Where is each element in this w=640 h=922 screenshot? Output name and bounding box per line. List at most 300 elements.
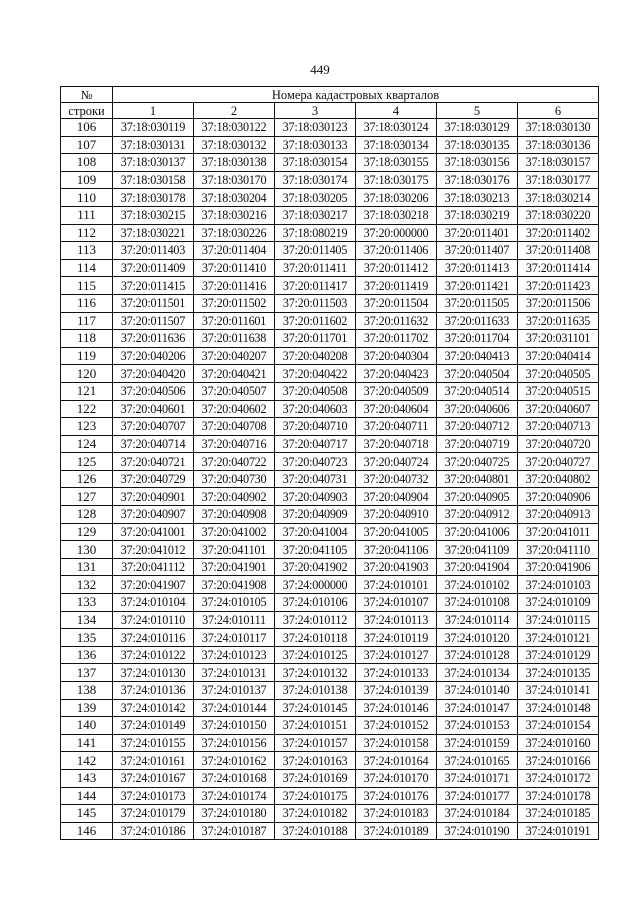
table-row <box>61 646 599 664</box>
cadastral-number-cell: 37:20:011638 <box>194 330 275 348</box>
cadastral-number-cell: 37:20:011417 <box>275 277 356 295</box>
table-row <box>61 611 599 629</box>
table-row <box>61 594 599 612</box>
cadastral-number-cell: 37:24:010106 <box>275 594 356 612</box>
cadastral-number-cell: 37:20:040801 <box>437 470 518 488</box>
table-row <box>61 488 599 506</box>
table-row <box>61 453 599 471</box>
row-number-cell: 144 <box>61 787 113 805</box>
cadastral-number-cell: 37:24:010183 <box>356 805 437 823</box>
table-row <box>61 382 599 400</box>
cadastral-number-cell: 37:24:010148 <box>518 699 599 717</box>
cadastral-number-cell: 37:24:010118 <box>275 629 356 647</box>
cadastral-number-cell: 37:18:030132 <box>194 136 275 154</box>
cadastral-number-cell: 37:20:040716 <box>194 435 275 453</box>
cadastral-number-cell: 37:20:040717 <box>275 435 356 453</box>
cadastral-number-cell: 37:20:031101 <box>518 330 599 348</box>
cadastral-number-cell: 37:24:010187 <box>194 822 275 840</box>
cadastral-number-cell: 37:20:041903 <box>356 558 437 576</box>
cadastral-number-cell: 37:20:041904 <box>437 558 518 576</box>
table-row <box>61 664 599 682</box>
cadastral-number-cell: 37:18:030170 <box>194 171 275 189</box>
table-row <box>61 787 599 805</box>
cadastral-number-cell: 37:20:011416 <box>194 277 275 295</box>
cadastral-number-cell: 37:24:010114 <box>437 611 518 629</box>
row-number-cell: 113 <box>61 242 113 260</box>
cadastral-number-cell: 37:20:041011 <box>518 523 599 541</box>
table-row <box>61 470 599 488</box>
cadastral-number-cell: 37:18:030131 <box>113 136 194 154</box>
cadastral-number-cell: 37:24:010166 <box>518 752 599 770</box>
cadastral-number-cell: 37:18:030175 <box>356 171 437 189</box>
cadastral-number-cell: 37:24:010159 <box>437 734 518 752</box>
table-row <box>61 119 599 137</box>
cadastral-number-cell: 37:24:010155 <box>113 734 194 752</box>
cadastral-table-body <box>61 87 599 840</box>
cadastral-number-cell: 37:20:040731 <box>275 470 356 488</box>
cadastral-number-cell: 37:24:010103 <box>518 576 599 594</box>
cadastral-number-cell: 37:24:010156 <box>194 734 275 752</box>
column-number-header: 5 <box>437 103 518 119</box>
cadastral-number-cell: 37:20:040912 <box>437 506 518 524</box>
cadastral-number-cell: 37:24:010182 <box>275 805 356 823</box>
cadastral-number-cell: 37:18:030124 <box>356 119 437 137</box>
cadastral-number-cell: 37:20:040506 <box>113 382 194 400</box>
row-number-cell: 115 <box>61 277 113 295</box>
table-row <box>61 330 599 348</box>
row-number-cell: 130 <box>61 541 113 559</box>
cadastral-number-cell: 37:20:011421 <box>437 277 518 295</box>
cadastral-number-cell: 37:20:041002 <box>194 523 275 541</box>
table-row <box>61 365 599 383</box>
cadastral-number-cell: 37:20:011409 <box>113 259 194 277</box>
cadastral-number-cell: 37:20:011704 <box>437 330 518 348</box>
cadastral-number-cell: 37:24:010138 <box>275 682 356 700</box>
cadastral-number-cell: 37:24:010165 <box>437 752 518 770</box>
cadastral-number-cell: 37:18:030133 <box>275 136 356 154</box>
table-row <box>61 206 599 224</box>
cadastral-number-cell: 37:24:010184 <box>437 805 518 823</box>
cadastral-number-cell: 37:24:010146 <box>356 699 437 717</box>
cadastral-number-cell: 37:24:010111 <box>194 611 275 629</box>
cadastral-number-cell: 37:20:040603 <box>275 400 356 418</box>
cadastral-number-cell: 37:20:040904 <box>356 488 437 506</box>
cadastral-number-cell: 37:24:010102 <box>437 576 518 594</box>
cadastral-table <box>60 86 599 840</box>
cadastral-number-cell: 37:20:040725 <box>437 453 518 471</box>
cadastral-number-cell: 37:24:010191 <box>518 822 599 840</box>
cadastral-number-cell: 37:18:030205 <box>275 189 356 207</box>
cadastral-number-cell: 37:20:011410 <box>194 259 275 277</box>
row-number-cell: 139 <box>61 699 113 717</box>
table-row <box>61 717 599 735</box>
row-number-cell: 118 <box>61 330 113 348</box>
table-row <box>61 136 599 154</box>
cadastral-number-cell: 37:24:010173 <box>113 787 194 805</box>
column-group-title: Номера кадастровых кварталов <box>113 87 599 103</box>
row-number-cell: 137 <box>61 664 113 682</box>
cadastral-number-cell: 37:24:010158 <box>356 734 437 752</box>
cadastral-number-cell: 37:20:040718 <box>356 435 437 453</box>
cadastral-number-cell: 37:20:011423 <box>518 277 599 295</box>
cadastral-number-cell: 37:24:010186 <box>113 822 194 840</box>
row-number-cell: 120 <box>61 365 113 383</box>
cadastral-number-cell: 37:20:011401 <box>437 224 518 242</box>
cadastral-number-cell: 37:24:010174 <box>194 787 275 805</box>
cadastral-number-cell: 37:20:011407 <box>437 242 518 260</box>
cadastral-number-cell: 37:20:040423 <box>356 365 437 383</box>
cadastral-number-cell: 37:20:011415 <box>113 277 194 295</box>
cadastral-number-cell: 37:20:011505 <box>437 294 518 312</box>
cadastral-number-cell: 37:20:040721 <box>113 453 194 471</box>
cadastral-number-cell: 37:24:010105 <box>194 594 275 612</box>
cadastral-number-cell: 37:18:030158 <box>113 171 194 189</box>
cadastral-number-cell: 37:20:041110 <box>518 541 599 559</box>
cadastral-number-cell: 37:24:010134 <box>437 664 518 682</box>
cadastral-number-cell: 37:20:011701 <box>275 330 356 348</box>
row-number-cell: 121 <box>61 382 113 400</box>
cadastral-number-cell: 37:20:040910 <box>356 506 437 524</box>
table-row <box>61 154 599 172</box>
row-number-header-symbol: № <box>61 87 113 103</box>
cadastral-number-cell: 37:24:010115 <box>518 611 599 629</box>
cadastral-number-cell: 37:24:010163 <box>275 752 356 770</box>
table-row <box>61 769 599 787</box>
table-row <box>61 347 599 365</box>
cadastral-number-cell: 37:20:040602 <box>194 400 275 418</box>
cadastral-number-cell: 37:20:040908 <box>194 506 275 524</box>
row-number-cell: 142 <box>61 752 113 770</box>
row-number-cell: 131 <box>61 558 113 576</box>
cadastral-number-cell: 37:20:040905 <box>437 488 518 506</box>
cadastral-number-cell: 37:20:041112 <box>113 558 194 576</box>
cadastral-number-cell: 37:24:010151 <box>275 717 356 735</box>
cadastral-number-cell: 37:20:040514 <box>437 382 518 400</box>
table-row <box>61 752 599 770</box>
cadastral-number-cell: 37:18:030130 <box>518 119 599 137</box>
cadastral-number-cell: 37:20:041908 <box>194 576 275 594</box>
cadastral-number-cell: 37:20:040903 <box>275 488 356 506</box>
cadastral-number-cell: 37:20:011402 <box>518 224 599 242</box>
cadastral-number-cell: 37:20:040606 <box>437 400 518 418</box>
cadastral-number-cell: 37:24:010176 <box>356 787 437 805</box>
cadastral-number-cell: 37:24:010161 <box>113 752 194 770</box>
cadastral-number-cell: 37:24:010185 <box>518 805 599 823</box>
cadastral-number-cell: 37:20:011412 <box>356 259 437 277</box>
cadastral-number-cell: 37:20:041106 <box>356 541 437 559</box>
cadastral-number-cell: 37:18:030221 <box>113 224 194 242</box>
cadastral-number-cell: 37:24:010101 <box>356 576 437 594</box>
cadastral-number-cell: 37:24:010121 <box>518 629 599 647</box>
cadastral-number-cell: 37:18:030122 <box>194 119 275 137</box>
cadastral-number-cell: 37:20:011702 <box>356 330 437 348</box>
cadastral-number-cell: 37:20:040711 <box>356 418 437 436</box>
column-number-header: 3 <box>275 103 356 119</box>
table-row <box>61 277 599 295</box>
cadastral-number-cell: 37:20:040724 <box>356 453 437 471</box>
cadastral-number-cell: 37:24:010188 <box>275 822 356 840</box>
cadastral-number-cell: 37:24:010167 <box>113 769 194 787</box>
table-row <box>61 541 599 559</box>
cadastral-number-cell: 37:18:030220 <box>518 206 599 224</box>
cadastral-number-cell: 37:24:010145 <box>275 699 356 717</box>
cadastral-number-cell: 37:20:011404 <box>194 242 275 260</box>
row-number-cell: 145 <box>61 805 113 823</box>
cadastral-number-cell: 37:20:040730 <box>194 470 275 488</box>
cadastral-number-cell: 37:24:010149 <box>113 717 194 735</box>
row-number-cell: 124 <box>61 435 113 453</box>
row-number-cell: 117 <box>61 312 113 330</box>
cadastral-number-cell: 37:20:040421 <box>194 365 275 383</box>
row-number-cell: 127 <box>61 488 113 506</box>
cadastral-number-cell: 37:20:040507 <box>194 382 275 400</box>
cadastral-number-cell: 37:20:040505 <box>518 365 599 383</box>
cadastral-number-cell: 37:20:011503 <box>275 294 356 312</box>
row-number-header-label: строки <box>61 103 113 119</box>
cadastral-number-cell: 37:20:040604 <box>356 400 437 418</box>
table-row <box>61 224 599 242</box>
cadastral-number-cell: 37:20:011502 <box>194 294 275 312</box>
table-row <box>61 418 599 436</box>
row-number-cell: 146 <box>61 822 113 840</box>
cadastral-number-cell: 37:20:011506 <box>518 294 599 312</box>
cadastral-number-cell: 37:18:030129 <box>437 119 518 137</box>
cadastral-number-cell: 37:24:010140 <box>437 682 518 700</box>
cadastral-number-cell: 37:24:000000 <box>275 576 356 594</box>
cadastral-number-cell: 37:20:040206 <box>113 347 194 365</box>
header-row-bottom <box>61 103 599 119</box>
table-row <box>61 259 599 277</box>
cadastral-number-cell: 37:20:040732 <box>356 470 437 488</box>
cadastral-number-cell: 37:18:030156 <box>437 154 518 172</box>
cadastral-number-cell: 37:20:040802 <box>518 470 599 488</box>
cadastral-number-cell: 37:20:040304 <box>356 347 437 365</box>
column-number-header: 1 <box>113 103 194 119</box>
row-number-cell: 119 <box>61 347 113 365</box>
row-number-cell: 106 <box>61 119 113 137</box>
header-row-top <box>61 87 599 103</box>
table-row <box>61 312 599 330</box>
cadastral-number-cell: 37:20:040504 <box>437 365 518 383</box>
cadastral-number-cell: 37:24:010144 <box>194 699 275 717</box>
cadastral-number-cell: 37:24:010137 <box>194 682 275 700</box>
cadastral-number-cell: 37:20:040413 <box>437 347 518 365</box>
row-number-cell: 143 <box>61 769 113 787</box>
cadastral-number-cell: 37:20:040420 <box>113 365 194 383</box>
cadastral-number-cell: 37:18:030136 <box>518 136 599 154</box>
cadastral-number-cell: 37:20:041902 <box>275 558 356 576</box>
cadastral-number-cell: 37:24:010110 <box>113 611 194 629</box>
cadastral-number-cell: 37:20:040723 <box>275 453 356 471</box>
table-row <box>61 242 599 260</box>
cadastral-number-cell: 37:24:010150 <box>194 717 275 735</box>
cadastral-number-cell: 37:20:011602 <box>275 312 356 330</box>
row-number-cell: 136 <box>61 646 113 664</box>
cadastral-number-cell: 37:20:040515 <box>518 382 599 400</box>
table-row <box>61 734 599 752</box>
table-row <box>61 805 599 823</box>
row-number-cell: 112 <box>61 224 113 242</box>
table-row <box>61 682 599 700</box>
cadastral-number-cell: 37:20:011504 <box>356 294 437 312</box>
cadastral-number-cell: 37:24:010109 <box>518 594 599 612</box>
row-number-cell: 132 <box>61 576 113 594</box>
cadastral-number-cell: 37:24:010179 <box>113 805 194 823</box>
cadastral-number-cell: 37:24:010136 <box>113 682 194 700</box>
cadastral-number-cell: 37:20:040414 <box>518 347 599 365</box>
cadastral-number-cell: 37:24:010147 <box>437 699 518 717</box>
cadastral-number-cell: 37:24:010142 <box>113 699 194 717</box>
cadastral-number-cell: 37:18:030204 <box>194 189 275 207</box>
cadastral-number-cell: 37:20:011633 <box>437 312 518 330</box>
row-number-cell: 108 <box>61 154 113 172</box>
cadastral-number-cell: 37:24:010157 <box>275 734 356 752</box>
row-number-cell: 110 <box>61 189 113 207</box>
table-row <box>61 171 599 189</box>
cadastral-number-cell: 37:20:040601 <box>113 400 194 418</box>
row-number-cell: 140 <box>61 717 113 735</box>
column-number-header: 2 <box>194 103 275 119</box>
cadastral-number-cell: 37:24:010164 <box>356 752 437 770</box>
cadastral-number-cell: 37:24:010180 <box>194 805 275 823</box>
cadastral-number-cell: 37:20:011636 <box>113 330 194 348</box>
cadastral-number-cell: 37:24:010172 <box>518 769 599 787</box>
cadastral-number-cell: 37:24:010116 <box>113 629 194 647</box>
row-number-cell: 134 <box>61 611 113 629</box>
table-row <box>61 189 599 207</box>
cadastral-number-cell: 37:24:010125 <box>275 646 356 664</box>
cadastral-number-cell: 37:20:040719 <box>437 435 518 453</box>
row-number-cell: 116 <box>61 294 113 312</box>
cadastral-number-cell: 37:20:011635 <box>518 312 599 330</box>
cadastral-number-cell: 37:18:030123 <box>275 119 356 137</box>
cadastral-number-cell: 37:20:040913 <box>518 506 599 524</box>
cadastral-number-cell: 37:20:041004 <box>275 523 356 541</box>
page-number: 449 <box>310 62 330 77</box>
cadastral-number-cell: 37:18:030215 <box>113 206 194 224</box>
cadastral-number-cell: 37:20:041005 <box>356 523 437 541</box>
cadastral-number-cell: 37:24:010123 <box>194 646 275 664</box>
cadastral-number-cell: 37:24:010117 <box>194 629 275 647</box>
cadastral-number-cell: 37:24:010178 <box>518 787 599 805</box>
cadastral-number-cell: 37:24:010153 <box>437 717 518 735</box>
cadastral-number-cell: 37:18:030217 <box>275 206 356 224</box>
column-number-header: 4 <box>356 103 437 119</box>
cadastral-number-cell: 37:20:011405 <box>275 242 356 260</box>
cadastral-number-cell: 37:24:010190 <box>437 822 518 840</box>
table-row <box>61 558 599 576</box>
cadastral-number-cell: 37:24:010170 <box>356 769 437 787</box>
cadastral-number-cell: 37:20:040208 <box>275 347 356 365</box>
cadastral-number-cell: 37:18:030226 <box>194 224 275 242</box>
cadastral-number-cell: 37:20:040712 <box>437 418 518 436</box>
cadastral-number-cell: 37:20:041105 <box>275 541 356 559</box>
cadastral-number-cell: 37:20:041906 <box>518 558 599 576</box>
table-row <box>61 629 599 647</box>
cadastral-number-cell: 37:18:030213 <box>437 189 518 207</box>
cadastral-number-cell: 37:20:011406 <box>356 242 437 260</box>
cadastral-number-cell: 37:24:010189 <box>356 822 437 840</box>
cadastral-number-cell: 37:20:040607 <box>518 400 599 418</box>
table-row <box>61 506 599 524</box>
row-number-cell: 126 <box>61 470 113 488</box>
cadastral-number-cell: 37:24:010169 <box>275 769 356 787</box>
cadastral-number-cell: 37:24:010128 <box>437 646 518 664</box>
cadastral-number-cell: 37:24:010162 <box>194 752 275 770</box>
cadastral-number-cell: 37:20:041109 <box>437 541 518 559</box>
cadastral-number-cell: 37:20:011413 <box>437 259 518 277</box>
cadastral-number-cell: 37:24:010113 <box>356 611 437 629</box>
cadastral-number-cell: 37:24:010132 <box>275 664 356 682</box>
cadastral-number-cell: 37:18:030214 <box>518 189 599 207</box>
cadastral-number-cell: 37:20:040727 <box>518 453 599 471</box>
cadastral-number-cell: 37:18:030206 <box>356 189 437 207</box>
cadastral-number-cell: 37:24:010108 <box>437 594 518 612</box>
row-number-cell: 122 <box>61 400 113 418</box>
cadastral-number-cell: 37:20:011403 <box>113 242 194 260</box>
table-row <box>61 400 599 418</box>
cadastral-number-cell: 37:24:010139 <box>356 682 437 700</box>
cadastral-number-cell: 37:20:040902 <box>194 488 275 506</box>
cadastral-number-cell: 37:20:040901 <box>113 488 194 506</box>
cadastral-number-cell: 37:24:010154 <box>518 717 599 735</box>
cadastral-number-cell: 37:20:011507 <box>113 312 194 330</box>
row-number-cell: 125 <box>61 453 113 471</box>
cadastral-number-cell: 37:18:030137 <box>113 154 194 172</box>
cadastral-number-cell: 37:20:011408 <box>518 242 599 260</box>
row-number-cell: 129 <box>61 523 113 541</box>
cadastral-number-cell: 37:24:010130 <box>113 664 194 682</box>
cadastral-number-cell: 37:18:030155 <box>356 154 437 172</box>
cadastral-number-cell: 37:18:030134 <box>356 136 437 154</box>
row-number-cell: 138 <box>61 682 113 700</box>
cadastral-number-cell: 37:24:010141 <box>518 682 599 700</box>
cadastral-number-cell: 37:20:040720 <box>518 435 599 453</box>
cadastral-number-cell: 37:24:010129 <box>518 646 599 664</box>
cadastral-number-cell: 37:24:010122 <box>113 646 194 664</box>
cadastral-number-cell: 37:24:010104 <box>113 594 194 612</box>
cadastral-number-cell: 37:24:010107 <box>356 594 437 612</box>
table-row <box>61 435 599 453</box>
cadastral-number-cell: 37:20:041101 <box>194 541 275 559</box>
row-number-cell: 141 <box>61 734 113 752</box>
cadastral-number-cell: 37:18:030218 <box>356 206 437 224</box>
cadastral-number-cell: 37:24:010135 <box>518 664 599 682</box>
cadastral-number-cell: 37:18:030174 <box>275 171 356 189</box>
row-number-cell: 111 <box>61 206 113 224</box>
cadastral-number-cell: 37:20:000000 <box>356 224 437 242</box>
cadastral-number-cell: 37:24:010168 <box>194 769 275 787</box>
cadastral-number-cell: 37:18:030154 <box>275 154 356 172</box>
cadastral-number-cell: 37:24:010120 <box>437 629 518 647</box>
cadastral-number-cell: 37:18:080219 <box>275 224 356 242</box>
cadastral-number-cell: 37:20:040906 <box>518 488 599 506</box>
row-number-cell: 107 <box>61 136 113 154</box>
cadastral-number-cell: 37:20:040422 <box>275 365 356 383</box>
cadastral-number-cell: 37:24:010152 <box>356 717 437 735</box>
cadastral-number-cell: 37:20:041901 <box>194 558 275 576</box>
cadastral-number-cell: 37:20:011419 <box>356 277 437 295</box>
cadastral-number-cell: 37:20:011632 <box>356 312 437 330</box>
cadastral-number-cell: 37:20:040508 <box>275 382 356 400</box>
cadastral-number-cell: 37:18:030216 <box>194 206 275 224</box>
row-number-cell: 114 <box>61 259 113 277</box>
cadastral-number-cell: 37:20:040722 <box>194 453 275 471</box>
cadastral-number-cell: 37:20:040207 <box>194 347 275 365</box>
cadastral-number-cell: 37:18:030176 <box>437 171 518 189</box>
cadastral-number-cell: 37:20:040909 <box>275 506 356 524</box>
cadastral-number-cell: 37:20:011411 <box>275 259 356 277</box>
